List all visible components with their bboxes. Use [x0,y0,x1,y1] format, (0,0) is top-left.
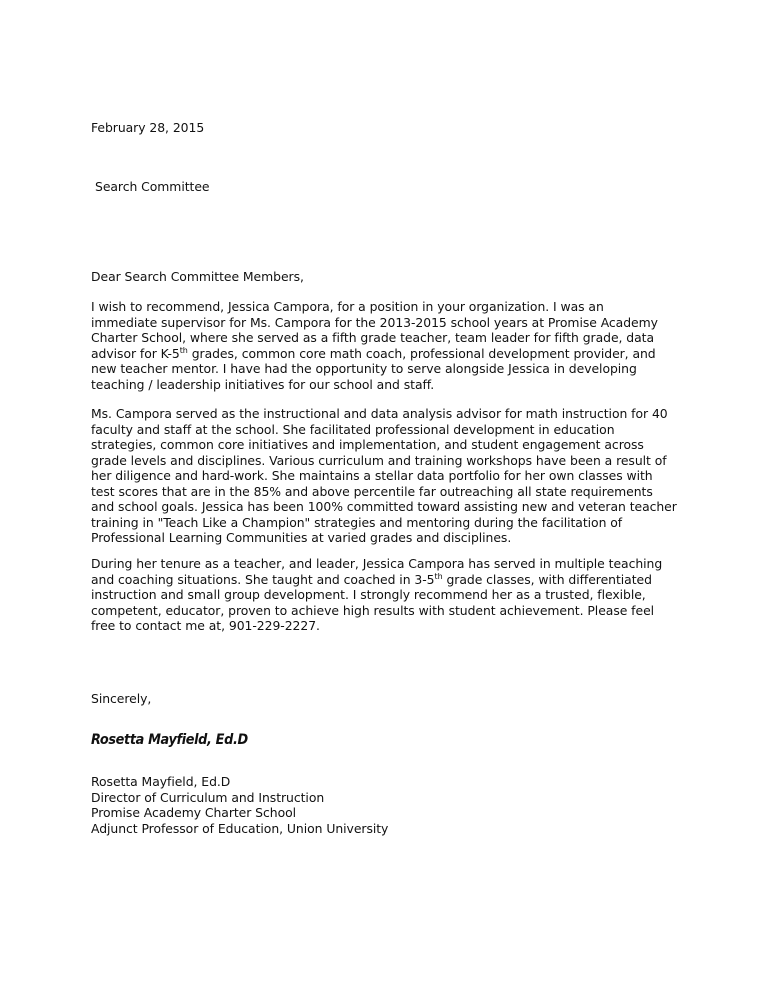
signer-name: Rosetta Mayfield, Ed.D [91,774,231,789]
paragraph-line: Ms. Campora served as the instructional and data analysis advisor for math instruction for 40 [91,406,668,421]
paragraph-line: faculty and staff at the school. She facilitated professional development in education [91,421,615,437]
line-text: grades, common core math coach, professional development provider, and [187,345,656,361]
paragraph-line: new teacher mentor. I have had the opportunity to serve alongside Jessica in developing [91,361,637,376]
recipient: Search Committee [95,179,210,194]
paragraph-line: free to contact me at, 901-229-2227. [91,618,320,633]
handwritten-signature: Rosetta Mayfield, Ed.D [91,732,248,748]
line-text: advisor for K-5 [91,345,180,361]
paragraph-line: her diligence and hard-work. She maintains a stellar data portfolio for her own classes with [91,468,653,483]
paragraph-line: training in "Teach Like a Champion" strategies and mentoring during the facilitation of [91,514,623,530]
line-text: and coaching situations. She taught and coached in 3-5 [91,571,435,587]
paragraph-line: Charter School, where she served as a fifth grade teacher, team leader for fifth grade, data [91,330,655,345]
paragraph-line: strategies, common core initiatives and implementation, and student engagement across [91,437,644,452]
signer-organization: Promise Academy Charter School [91,805,297,820]
paragraph-3 [91,556,691,634]
letter-date: February 28, 2015 [91,120,205,135]
paragraph-line: immediate supervisor for Ms. Campora for the 2013-2015 school years at Promise Academy [91,314,658,330]
paragraph-line: During her tenure as a teacher, and leader, Jessica Campora has served in multiple teaching [91,556,663,571]
signer-adjunct-title: Adjunct Professor of Education, Union University [91,820,389,836]
paragraph-line: grade levels and disciplines. Various curriculum and training workshops have been a result of [91,452,667,468]
superscript: th [434,571,443,581]
paragraph-line: I wish to recommend, Jessica Campora, for a position in your organization. I was an [91,299,604,314]
closing: Sincerely, [91,691,152,706]
salutation: Dear Search Committee Members, [91,269,304,284]
paragraph-line: teaching / leadership initiatives for our school and staff. [91,376,435,392]
paragraph-line [91,346,691,362]
line-text: grade classes, with differentiated [442,571,652,587]
signer-title: Director of Curriculum and Instruction [91,789,325,805]
paragraph-line: test scores that are in the 85% and above percentile far outreaching all state requirements [91,483,653,499]
paragraph-line: Professional Learning Communities at varied grades and disciplines. [91,530,512,545]
paragraph-2 [91,406,691,546]
paragraph-line [91,572,691,588]
superscript: th [179,345,188,355]
paragraph-line: instruction and small group development. I strongly recommend her as a trusted, flexible, [91,587,646,602]
paragraph-line: and school goals. Jessica has been 100% committed toward assisting new and veteran teacher [91,499,677,514]
paragraph-line: competent, educator, proven to achieve high results with student achievement. Please feel [91,602,655,618]
paragraph-1 [91,299,691,392]
signature-block [91,774,691,836]
